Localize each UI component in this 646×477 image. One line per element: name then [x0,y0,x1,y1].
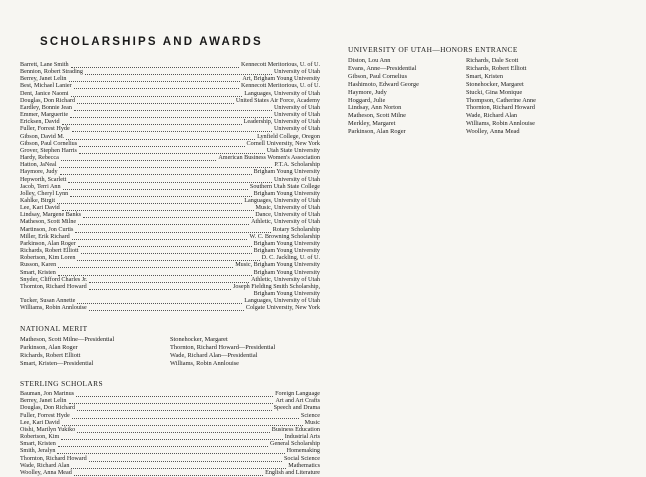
list-item [20,69,320,76]
dot-leader [58,441,268,447]
dot-leader [74,83,239,89]
award-text: University of Utah [273,176,320,183]
list-item [20,284,320,291]
award-text: Science [300,412,320,419]
list-item: Richards, Robert Elliott [20,352,81,360]
list-item: Stonehocker, Margaret [466,80,524,88]
award-text: Mathematics [288,462,320,469]
list-item [20,234,320,241]
award-text: English and Literature [265,469,320,476]
dot-leader [77,255,259,261]
student-name: Jolley, Cheryl Lynn [20,190,69,197]
national-merit-title: NATIONAL MERIT [20,324,88,334]
award-text: Art, Brigham Young University [242,76,320,83]
dot-leader [58,270,252,276]
list-item: Matheson, Scott Milne [348,112,406,120]
student-name: Smith, Jeralyn [20,448,56,455]
award-text: Athletic, University of Utah [251,219,320,226]
student-name: Williams, Robin Annlouise [20,305,87,312]
list-item [20,434,320,441]
dot-leader [57,198,242,204]
award-text: Brigham Young University [253,190,320,197]
dot-leader [79,141,244,147]
dot-leader [85,69,272,75]
dot-leader [71,463,286,469]
list-item [20,277,320,284]
dot-leader [81,248,252,254]
dot-leader [59,162,273,168]
dot-leader [89,305,244,311]
list-item [20,134,320,141]
list-item [20,91,320,98]
list-item: Wade, Richard Alan—Presidential [170,352,258,360]
award-text: Cornell University, New York [246,140,320,147]
dot-leader [57,448,284,454]
student-name: Tucker, Susan Annette [20,298,76,305]
dot-leader [89,277,249,283]
list-item [20,191,320,198]
award-text: University of Utah [273,126,320,133]
student-name: Parkinson, Alan Roger [20,240,76,247]
list-item [20,227,320,234]
student-name: Bauman, Jon Marinus [20,391,75,398]
list-item: Hashimoto, Edward George [348,80,419,88]
list-item [20,427,320,434]
dot-leader [76,391,273,397]
national-merit-col-2 [170,336,320,368]
list-item [20,241,320,248]
dot-leader [62,205,254,211]
award-text: Homemaking [286,448,320,455]
student-name: Lindsay, Margene Banks [20,212,82,219]
list-item: Richards, Dale Scott [466,57,519,64]
student-name: Smart, Kristen [20,269,56,276]
list-item [20,420,320,427]
award-text: Joseph Fielding Smith Scholarship, [233,283,320,290]
dot-leader [77,98,234,104]
list-item [20,448,320,455]
student-name: Snyder, Clifford Charles Jr. [20,276,88,283]
student-name: Hardy, Rebecca [20,155,59,162]
list-item: Merkley, Margaret [348,120,396,128]
award-text: Business Education [271,426,320,433]
dot-leader [62,420,303,426]
honors-entrance-columns [348,57,638,136]
national-merit-col-1 [20,336,170,368]
dot-leader [66,134,255,140]
award-text: University of Utah [273,69,320,76]
list-item: Haymore, Judy [348,88,387,96]
list-item: Stucki, Gina Monique [466,88,523,96]
award-text: Brigham Young University [253,169,320,176]
student-name: Richards, Robert Elliott [20,248,79,255]
student-name: Douglas, Don Richard [20,405,76,412]
list-item [20,305,320,312]
left-column [20,36,320,477]
award-text: P.T.A. Scholarship [274,162,320,169]
award-text: Languages, University of Utah [244,298,320,305]
student-name: Barrett, Lane Smith [20,62,69,68]
student-name: Emmer, Marguerite [20,112,69,119]
dot-leader [83,212,253,218]
award-text: Brigham Young University [253,291,320,297]
student-name: Miller, Erik Richard [20,233,70,240]
list-item [20,98,320,105]
award-text: Industrial Arts [284,434,320,441]
list-item [20,141,320,148]
right-column [348,45,638,136]
dot-leader [72,234,248,240]
dot-leader [61,155,217,161]
award-text: Lynfield College, Oregon [257,133,320,140]
student-name: Ericksen, David [20,119,60,126]
list-item [20,148,320,155]
student-name: Gibson, Paul Cornelius [20,140,78,147]
list-item [20,270,320,277]
list-item [20,298,320,305]
student-name: Gibson, David M. [20,133,65,140]
list-item: Smart, Kristen—Presidential [20,360,94,368]
student-name: Oishi, Marilyn Yukiko [20,426,76,433]
list-item: Thornton, Richard Howard [466,104,535,112]
award-text: Social Science [284,455,320,462]
list-item: Lindsay, Ann Norton [348,104,402,112]
award-text: D. C. Jackling, U. of U. [261,255,320,262]
student-name: Jacob, Terri Ann [20,183,61,190]
honors-col-2 [466,57,536,136]
list-item: Hoggard, Julie [348,96,386,104]
student-name: Fuller, Forrest Hyde [20,412,70,419]
award-text: Music, Brigham Young University [235,262,320,269]
list-item [20,126,320,133]
student-name: Fuller, Forrest Hyde [20,126,70,133]
list-item: Thornton, Richard Howard—Presidential [170,344,276,352]
national-merit-columns [20,336,320,368]
dot-leader [78,219,249,225]
dot-leader [69,76,241,82]
student-name: Smart, Kristen [20,441,56,448]
award-text: Languages, University of Utah [244,197,320,204]
list-item: Parkinson, Alan Roger [20,344,78,352]
list-item: Wade, Richard Alan [466,112,518,120]
award-text: Art and Art Crafts [275,398,320,405]
list-item [20,219,320,226]
dot-leader [75,227,270,233]
dot-leader [89,456,282,462]
list-item [20,155,320,162]
student-name: Haymore, Judy [20,169,58,176]
award-text: Brigham Young University [253,248,320,255]
sterling-scholars-title: STERLING SCHOLARS [20,379,103,389]
national-merit-section [20,324,320,368]
student-name: Grover, Stephen Harris [20,147,77,154]
list-item: Gibson, Paul Cornelius [348,72,408,80]
student-name: Woolley, Anna Mead [20,469,72,476]
list-item [20,413,320,420]
dot-leader [78,241,252,247]
dot-leader [70,112,272,118]
student-name: Hepworth, Scarlett [20,176,67,183]
student-name: Thornton, Richard Howard [20,455,87,462]
honors-entrance-title: UNIVERSITY OF UTAH—HONORS ENTRANCE [348,45,518,54]
list-item [20,456,320,463]
student-name: Best, Michael Lanier [20,83,72,90]
award-text: Brigham Young University [253,269,320,276]
honors-col-1 [348,57,466,136]
dot-leader [79,148,265,154]
student-name: Russon, Karen [20,262,57,269]
list-item [20,463,320,470]
list-item: Parkinson, Alan Roger [348,128,406,136]
student-name: Thornton, Richard Howard [20,283,87,290]
dot-leader [69,398,274,404]
award-text: University of Utah [273,104,320,111]
dot-leader [58,262,233,268]
student-name: Wade, Richard Alan [20,462,70,469]
page-title: SCHOLARSHIPS AND AWARDS [40,36,263,48]
list-item: Richards, Robert Elliott [466,64,527,72]
award-text: Kennecott Meritorious, U. of U. [241,62,320,68]
dot-leader [74,105,272,111]
list-item [20,162,320,169]
dot-leader [72,126,272,132]
student-name: Lee, Kari David [20,205,60,212]
list-item [20,83,320,90]
student-name: Berrey, Janet Lelin [20,76,67,83]
student-name: Berrey, Janet Lelin [20,398,67,405]
dot-leader [61,434,282,440]
student-name: Hatton, JaNeal [20,162,57,169]
list-item: Williams, Robin Annlouise [170,360,239,368]
student-name: Lee, Kari David [20,419,60,426]
student-name: Robertson, Kim [20,434,60,441]
list-item [20,255,320,262]
award-text: Southern Utah State College [249,183,320,190]
award-text: Athletic, University of Utah [251,276,320,283]
award-text: Dance, University of Utah [255,212,320,219]
student-name: Matheson, Scott Milne [20,219,77,226]
student-name: Dent, Janice Naomi [20,90,69,97]
award-text: Music, University of Utah [255,205,320,212]
award-text: United States Air Force, Academy [235,97,320,104]
dot-leader [71,91,243,97]
dot-leader [72,413,299,419]
award-text: Speech and Drama [273,405,320,412]
student-name: Martinson, Jon Curtis [20,226,74,233]
list-item: Williams, Robin Annlouise [466,120,535,128]
award-text: Music [304,419,320,426]
dot-leader [71,62,239,68]
list-item: Woolley, Anna Mead [466,128,520,136]
list-item [20,262,320,269]
dot-leader [77,298,242,304]
list-item: Evans, Anne—Presidential [348,64,417,72]
awards-list [20,62,320,312]
dot-leader [63,184,248,190]
award-text: Rotary Scholarship [272,226,320,233]
list-item [20,177,320,184]
award-text: University of Utah [273,112,320,119]
student-name: Robertson, Kim Loren [20,255,76,262]
list-item: Smart, Kristen [466,72,504,80]
list-item: Matheson, Scott Milne—Presidential [20,336,115,344]
award-text: American Business Women's Association [218,155,320,162]
list-item: Diston, Lou Ann [348,57,391,64]
student-name: Eardley, Bonnie Jean [20,104,72,111]
award-text: Brigham Young University [253,240,320,247]
dot-leader [77,427,270,433]
list-item [20,398,320,405]
dot-leader [62,119,242,125]
award-text: General Scholarship [270,441,320,448]
award-text: Colgate University, New York [245,305,320,312]
list-item [20,405,320,412]
award-text: Leadership, University of Utah [243,119,320,126]
dot-leader [60,169,252,175]
sterling-scholars-section [20,379,320,477]
dot-leader [68,177,272,183]
student-name: Douglas, Don Richard [20,97,76,104]
dot-leader [89,284,231,290]
award-text: Utah State University [266,147,320,154]
award-text: Kennecott Meritorious, U. of U. [241,83,320,90]
list-item [20,441,320,448]
list-item: Stonehocker, Margaret [170,336,228,344]
list-item [20,184,320,191]
dot-leader [70,191,251,197]
student-name: Kahlke, Birgit [20,197,56,204]
student-name: Bennion, Robert Strading [20,69,83,76]
list-item [20,169,320,176]
award-text: Foreign Language [275,391,320,398]
list-item: Thompson, Catherine Anne [466,96,536,104]
award-text: Languages, University of Utah [244,90,320,97]
dot-leader [77,405,272,411]
sterling-scholars-list [20,391,320,477]
award-text: W. C. Browning Scholarship [249,233,320,240]
